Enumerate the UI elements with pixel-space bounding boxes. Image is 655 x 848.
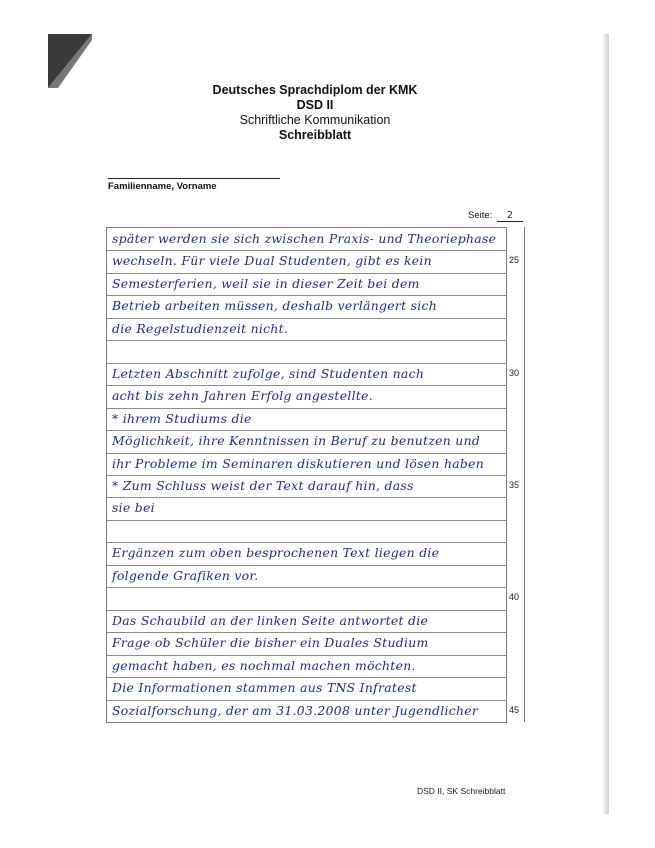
paper-edge-shadow [603,34,609,814]
grid-line [107,610,507,611]
handwritten-line: Letzten Abschnitt zufolge, sind Studenten nach [112,366,425,381]
line-number: 45 [509,705,520,715]
header-title-line1: Deutsches Sprachdiplom der KMK [212,83,418,97]
handwritten-line: sie bei [112,500,155,515]
handwritten-line: * Zum Schluss weist der Text darauf hin, dass [112,478,414,493]
grid-line [107,677,507,678]
grid-line [107,340,507,341]
grid-line [107,408,507,409]
grid-line [107,250,507,251]
grid-line [107,453,507,454]
handwritten-line: die Regelstudienzeit nicht. [112,321,289,336]
handwritten-line: gemacht haben, es nochmal machen möchten. [112,658,416,673]
handwritten-line: acht bis zehn Jahren Erfolg angestellte. [112,388,374,403]
handwritten-line: Sozialforschung, der am 31.03.2008 unter Jugendlicher [112,703,479,718]
header-title-line2: DSD II [296,98,334,112]
handwritten-line: * ihrem Studiums die [112,411,252,426]
line-number: 25 [509,255,520,265]
handwritten-line: wechseln. Für viele Dual Studenten, gibt es kein [112,253,432,268]
handwritten-line: ihr Probleme im Seminaren diskutieren und lösen haben [112,456,485,471]
grid-line [107,632,507,633]
grid-line [107,273,507,274]
page-indicator [468,210,523,222]
handwritten-line: später werden sie sich zwischen Praxis- und Theoriephase [112,231,497,246]
line-number: 40 [509,592,520,602]
grid-right-border [524,227,525,722]
grid-line [107,318,507,319]
page-value: 2 [497,210,523,222]
handwritten-line: folgende Grafiken vor. [112,568,259,583]
grid-line [107,700,507,701]
handwritten-line: Das Schaubild an der linken Seite antwortet die [112,613,429,628]
grid-line [107,520,507,521]
handwritten-line: Ergänzen zum oben besprochenen Text liegen die [112,545,440,560]
handwritten-line: Betrieb arbeiten müssen, deshalb verlängert sich [112,298,438,313]
grid-line [107,587,507,588]
grid-line [107,385,507,386]
grid-line [107,295,507,296]
grid-line [107,475,507,476]
name-underline [108,178,280,179]
header-subtitle: Schriftliche Kommunikation [239,113,391,127]
line-number-column-border [506,227,507,722]
grid-line [107,497,507,498]
name-label: Familienname, Vorname [108,181,217,192]
folded-corner-icon [48,34,92,88]
handwritten-line: Möglichkeit, ihre Kenntnissen in Beruf zu benutzen und [112,433,481,448]
grid-line [107,363,507,364]
handwritten-line: Frage ob Schüler die bisher ein Duales Studium [112,635,429,650]
page-label: Seite: [468,210,493,221]
grid-line [107,565,507,566]
footer-label: DSD II, SK Schreibblatt [417,786,506,796]
grid-line [107,542,507,543]
line-number: 30 [509,368,520,378]
header-sheet: Schreibblatt [278,128,352,142]
line-number: 35 [509,480,520,490]
grid-line [107,430,507,431]
handwritten-line: Semesterferien, weil sie in dieser Zeit bei dem [112,276,420,291]
grid-line [107,655,507,656]
handwritten-line: Die Informationen stammen aus TNS Infratest [112,680,417,695]
